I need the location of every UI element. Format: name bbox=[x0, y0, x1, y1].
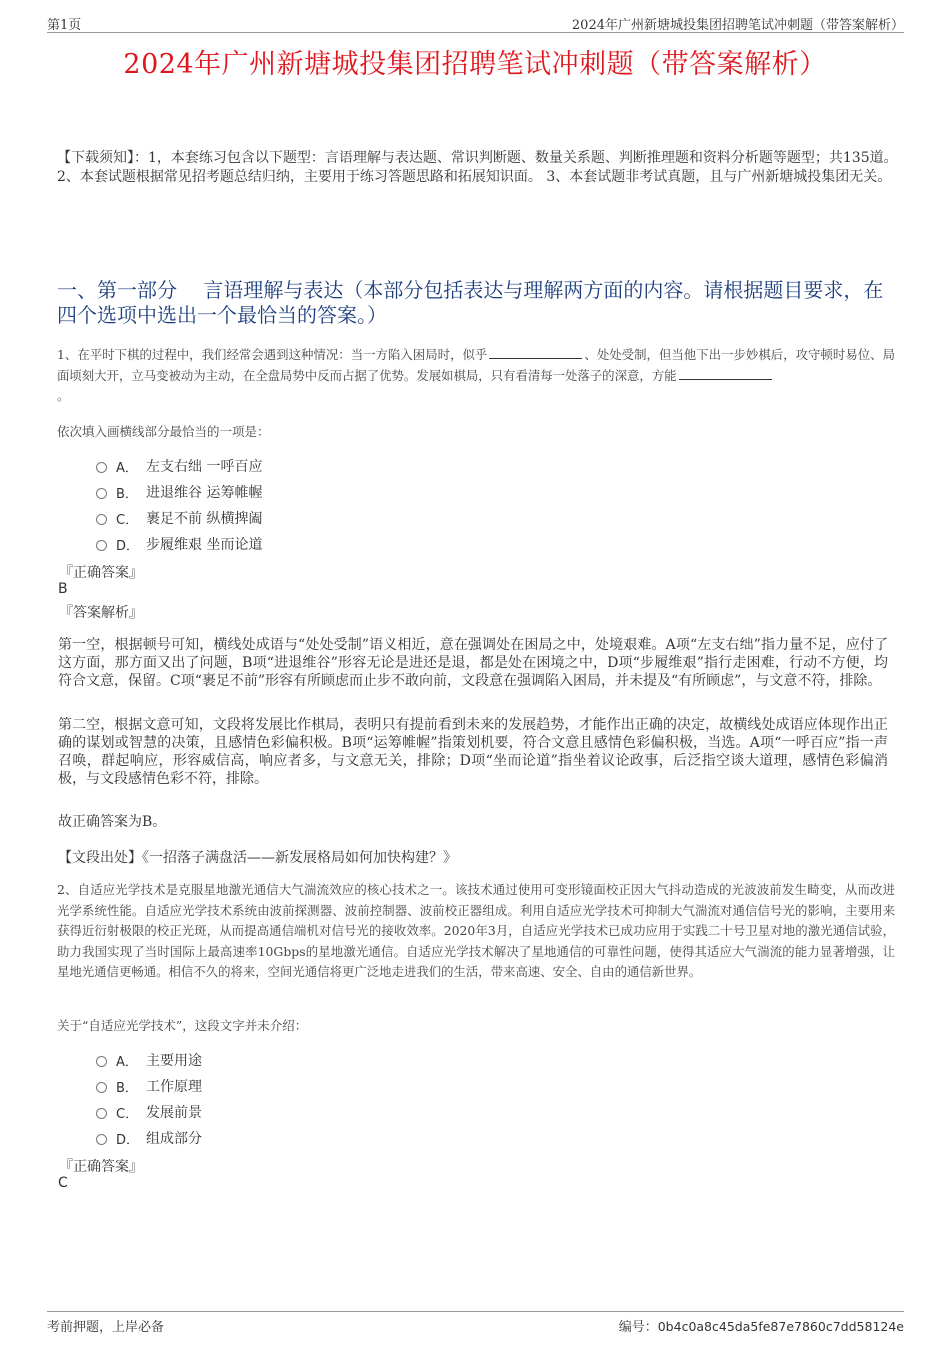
page-number: 第1页 bbox=[47, 18, 82, 33]
radio-icon[interactable] bbox=[96, 1134, 107, 1145]
page-title: 2024年广州新塘城投集团招聘笔试冲刺题（带答案解析） bbox=[123, 49, 827, 80]
footer-code bbox=[619, 1316, 904, 1335]
fill-blank-1 bbox=[489, 346, 582, 359]
question-1-options bbox=[96, 453, 262, 557]
question-1-text-part-1: 1、在平时下棋的过程中，我们经常会遇到这种情况：当一方陷入困局时，似乎 bbox=[57, 347, 488, 362]
question-1-text-part-2: 、处处受制，但当他下出一步妙棋后，攻守顿时易位、局面顷刻大开，立马变被动为主动，在全盘局势中反而占据了优势。发展如棋局，只有看清每一处落子的深意，方能 bbox=[57, 347, 896, 383]
option-text: 主要用途 bbox=[146, 1053, 202, 1069]
question-1-prompt: 依次填入画横线部分最恰当的一项是： bbox=[57, 424, 270, 439]
option-letter: A． bbox=[116, 1054, 138, 1070]
radio-icon[interactable] bbox=[96, 514, 107, 525]
option-letter: C． bbox=[116, 512, 139, 528]
radio-icon[interactable] bbox=[96, 1108, 107, 1119]
fill-blank-2 bbox=[679, 367, 772, 380]
page-footer bbox=[47, 1311, 904, 1336]
analysis-paragraph-2: 第二空，根据文意可知，文段将发展比作棋局，表明只有提前看到未来的发展趋势，才能作出正确的决定，故横线处成语应体现作出正确的谋划或智慧的决策，且感情色彩偏积极。B项“运筹帷幄”指策划机要，符合文意且感情色彩偏积极，当选。A项“一呼百应”指一声召唤，群起响应，形容威信高，响应者多，与文意无关，排除；D项“坐而论道”指坐着议论政事，后泛指空谈大道理，感情色彩偏消极，与文段感情色彩不符，排除。 bbox=[58, 717, 888, 787]
option-b[interactable] bbox=[96, 1073, 202, 1099]
option-a[interactable] bbox=[96, 453, 262, 479]
answer-value: C bbox=[58, 1175, 68, 1191]
option-c[interactable] bbox=[96, 1099, 202, 1125]
option-d[interactable] bbox=[96, 531, 262, 557]
footer-code-label: 编号： bbox=[618, 1320, 658, 1335]
option-letter: A． bbox=[116, 460, 138, 476]
option-text: 步履维艰 坐而论道 bbox=[146, 537, 263, 553]
radio-icon[interactable] bbox=[96, 1082, 107, 1093]
answer-label: 『正确答案』 bbox=[59, 565, 143, 581]
option-text: 裹足不前 纵横捭阖 bbox=[146, 511, 263, 527]
option-letter: B． bbox=[116, 1080, 138, 1096]
answer-label: 『正确答案』 bbox=[59, 1159, 143, 1175]
section-title: 一、第一部分 言语理解与表达（本部分包括表达与理解两方面的内容。请根据题目要求，在四个选项中选出一个最恰当的答案。） bbox=[57, 278, 884, 327]
question-2-prompt: 关于“自适应光学技术”，这段文字并未介绍： bbox=[57, 1018, 308, 1033]
option-letter: D． bbox=[116, 1132, 140, 1148]
source-citation: 【文段出处】《一招落子满盘活——新发展格局如何加快构建？》 bbox=[58, 850, 457, 866]
page-header bbox=[47, 12, 904, 33]
option-letter: D． bbox=[116, 538, 140, 554]
header-doc-title: 2024年广州新塘城投集团招聘笔试冲刺题（带答案解析） bbox=[571, 18, 904, 33]
radio-icon[interactable] bbox=[96, 462, 107, 473]
footer-slogan: 考前押题，上岸必备 bbox=[47, 1320, 165, 1335]
option-a[interactable] bbox=[96, 1047, 202, 1073]
radio-icon[interactable] bbox=[96, 540, 107, 551]
option-text: 组成部分 bbox=[146, 1131, 202, 1147]
option-text: 进退维谷 运筹帷幄 bbox=[146, 485, 263, 501]
radio-icon[interactable] bbox=[96, 1056, 107, 1067]
option-letter: B． bbox=[116, 486, 138, 502]
question-2-text: 2、自适应光学技术是克服星地激光通信大气湍流效应的核心技术之一。该技术通过使用可变形镜面校正因大气抖动造成的光波波前发生畸变，从而改进光学系统性能。自适应光学技术系统由波前探测器、波前控制器、波前校正器组成。利用自适应光学技术可抑制大气湍流对通信信号光的影响，主要用来获得近衍射极限的校正光斑，从而提高通信端机对信号光的接收效率。2020年3月，自适应光学技术已成功应用于实践二十号卫星对地的激光通信试验，助力我国实现了当时国际上最高速率10Gbps的星地激光通信。自适应光学技术解决了星地通信的可靠性问题，使得其适应大气湍流的能力显著增强，让星地光通信更畅通。相信不久的将来，空间光通信将更广泛地走进我们的生活，带来高速、安全、自由的通信新世界。 bbox=[57, 882, 895, 979]
question-1-text-part-3: 。 bbox=[57, 388, 70, 403]
question-1-text bbox=[57, 345, 895, 407]
option-text: 工作原理 bbox=[146, 1079, 202, 1095]
option-b[interactable] bbox=[96, 479, 262, 505]
option-text: 左支右绌 一呼百应 bbox=[146, 459, 263, 475]
question-2-options bbox=[96, 1047, 202, 1151]
option-d[interactable] bbox=[96, 1125, 202, 1151]
analysis-label: 『答案解析』 bbox=[59, 605, 143, 621]
option-c[interactable] bbox=[96, 505, 262, 531]
option-text: 发展前景 bbox=[146, 1105, 202, 1121]
analysis-conclusion: 故正确答案为B。 bbox=[58, 814, 167, 830]
footer-code-value: 0b4c0a8c45da5fe87e7860c7dd58124e bbox=[657, 1319, 904, 1334]
option-letter: C． bbox=[116, 1106, 139, 1122]
download-notice: 【下载须知】：1，本套练习包含以下题型：言语理解与表达题、常识判断题、数量关系题、判断推理题和资料分析题等题型；共135道。 2、本套试题根据常见招考题总结归纳，主要用于练习答题思路和拓展知识面。 3、本套试题非考试真题，且与广州新塘城投集团无关。 bbox=[57, 150, 898, 185]
analysis-paragraph-1: 第一空，根据顿号可知，横线处成语与“处处受制”语义相近，意在强调处在困局之中，处境艰难。A项“左支右绌”指力量不足，应付了这方面，那方面又出了问题，B项“进退维谷”形容无论是进还是退，都是处在困境之中，D项“步履维艰”指行走困难，行动不方便，均符合文意，保留。C项“裹足不前”形容有所顾虑而止步不敢向前，文段意在强调陷入困局，并未提及“有所顾虑”，与文意不符，排除。 bbox=[58, 637, 888, 689]
answer-value: B bbox=[58, 581, 68, 597]
radio-icon[interactable] bbox=[96, 488, 107, 499]
